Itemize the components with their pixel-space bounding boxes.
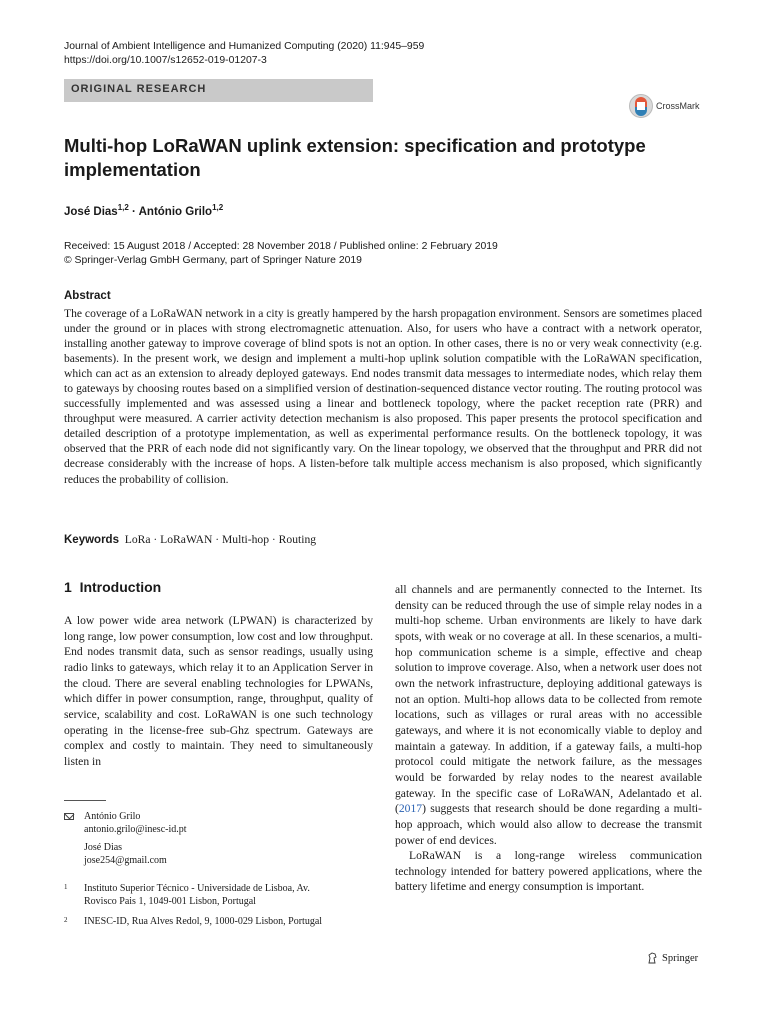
publication-dates xyxy=(64,240,498,268)
right-column-text xyxy=(395,582,702,895)
corresponding-author xyxy=(84,810,187,868)
abstract-heading: Abstract xyxy=(64,290,111,302)
affiliation-number: 1 xyxy=(64,883,68,891)
publisher-mark xyxy=(647,952,698,964)
section-number: 1 xyxy=(64,579,72,595)
received-dates: Received: 15 August 2018 / Accepted: 28 November 2018 / Published online: 2 February 2019 xyxy=(64,241,498,252)
keywords-list: LoRa · LoRaWAN · Multi-hop · Routing xyxy=(124,533,317,546)
intro-paragraph: A low power wide area network (LPWAN) is characterized by long range, low power consumption, low cost and low throughput. End nodes transmit data, such as sensor readings, usually using radio links to gateways, which relay it to an Application Server in the cloud. There are several enabling technologies for LPWANs, which differ in power consumption, range, throughput, quality of service, scalability and cost. LoRaWAN is one such technology operating in the license-free sub-Ghz spectrum. Gateways are complex and costly to maintain. They need to simultaneously listen in xyxy=(64,614,373,768)
author-name[interactable]: José Dias xyxy=(64,205,118,218)
crossmark-icon xyxy=(629,94,653,118)
affiliation-line: Rovisco Pais 1, 1049-001 Lisbon, Portugal xyxy=(84,896,256,908)
left-column-text xyxy=(64,613,373,770)
crossmark-badge[interactable] xyxy=(629,93,700,119)
author-affiliation: 1,2 xyxy=(117,203,129,212)
abstract-text: The coverage of a LoRaWAN network in a city is greatly hampered by the harsh propagation environment. Sensors are sometimes placed under the ground or in places with strong electromagnetic attenuation. Also, for users who have a contract with a network operator, installing another gateway to improve coverage of blind spots is not an option. In other cases, there is no or very weak connectivity (e.g. basements). In the present work, we design and implement a multi-hop uplink solution compatible with the LoRaWAN specification, which can act as an extension to already deployed gateways. End nodes transmit data messages to intermediate nodes, which relay them to gateways by choosing routes based on a simplified version of destination-sequenced distance vector routing. The routing protocol was successfully implemented and was assessed using a linear and bottleneck topology, where the packet reception rate (PRR) and throughput were measured. A carrier activity detection mechanism is also proposed. This paper presents the protocol specification and detailed description of a prototype implementation, as well as experimental performance results. On the bottleneck topology, it was observed that the PRR of each node did not significantly vary. On the linear topology, we observed that the throughput and PRR did not decrease considerably with the increase of hops. A listen-before talk multiple access mechanism is also proposed, which significantly reduces the probability of collision. xyxy=(64,307,702,486)
contact-email[interactable]: jose254@gmail.com xyxy=(84,855,167,867)
journal-citation: Journal of Ambient Intelligence and Humanized Computing (2020) 11:945–959 xyxy=(64,41,425,52)
intro-paragraph: LoRaWAN is a long-range wireless communication technology intended for battery powered applications, where the battery lifetime and energy consumption is important. xyxy=(395,849,702,894)
paragraph-text: ) suggests that research should be done regarding a multi-hop approach, which would also allow to decrease the transmit power of end devices. xyxy=(395,802,702,847)
article-type-label: ORIGINAL RESEARCH xyxy=(71,83,207,95)
affiliation-1 xyxy=(84,882,310,909)
paragraph-text: all channels and are permanently connected to the Internet. Its density can be reduced through the use of simple relay nodes in a multi-hop scheme. Urban environments are likely to have dark spots, with weak or no coverage at all. In these scenarios, a multi-hop communication scheme is a simple, effective and cheap solution to improve coverage. Also, when a network user does not own the network infrastructure, deploying additional gateways is not an option. Multi-hop allows data to be collected from remote locations, such as villages or rural areas with no accessible gateways, and where it is not economically viable to deploy and maintain a gateway. In addition, if a gateway fails, a multi-hop protocol could mitigate the network failure, as the messages would be forwarded by relay nodes to the nearest available gateway. In the specific case of LoRaWAN, Adelantado et al. ( xyxy=(395,583,702,816)
section-title: Introduction xyxy=(79,579,162,595)
citation-link[interactable]: 2017 xyxy=(398,802,423,816)
author-separator: · xyxy=(128,205,139,218)
intro-paragraph xyxy=(395,582,702,848)
author-affiliation: 1,2 xyxy=(212,203,224,212)
contact-name: José Dias xyxy=(84,841,123,853)
article-type-banner xyxy=(64,79,373,102)
author-name[interactable]: António Grilo xyxy=(138,205,213,218)
paper-title xyxy=(64,134,684,182)
footnote-divider xyxy=(64,800,106,801)
contact-name: António Grilo xyxy=(84,811,141,822)
publisher-label: Springer xyxy=(662,952,699,964)
contact-email[interactable]: antonio.grilo@inesc-id.pt xyxy=(84,824,187,836)
affiliation-line: Instituto Superior Técnico - Universidade de Lisboa, Av. xyxy=(84,883,310,894)
keywords xyxy=(64,533,316,546)
springer-horse-icon xyxy=(647,952,658,964)
copyright-notice: © Springer-Verlag GmbH Germany, part of Springer Nature 2019 xyxy=(64,255,362,266)
affiliation-line: INESC-ID, Rua Alves Redol, 9, 1000-029 Lisbon, Portugal xyxy=(84,916,323,927)
crossmark-label: CrossMark xyxy=(656,101,700,111)
affiliation-2 xyxy=(84,915,322,928)
doi-link[interactable]: https://doi.org/10.1007/s12652-019-01207-3 xyxy=(64,55,267,66)
affiliation-number: 2 xyxy=(64,916,68,924)
paper-title-line-2: implementation xyxy=(64,159,201,180)
keywords-label: Keywords xyxy=(64,534,119,546)
author-list xyxy=(64,203,223,218)
paper-title-line-1: Multi-hop LoRaWAN uplink extension: specification and prototype xyxy=(64,135,646,156)
section-heading xyxy=(64,579,161,595)
email-icon xyxy=(64,813,74,820)
